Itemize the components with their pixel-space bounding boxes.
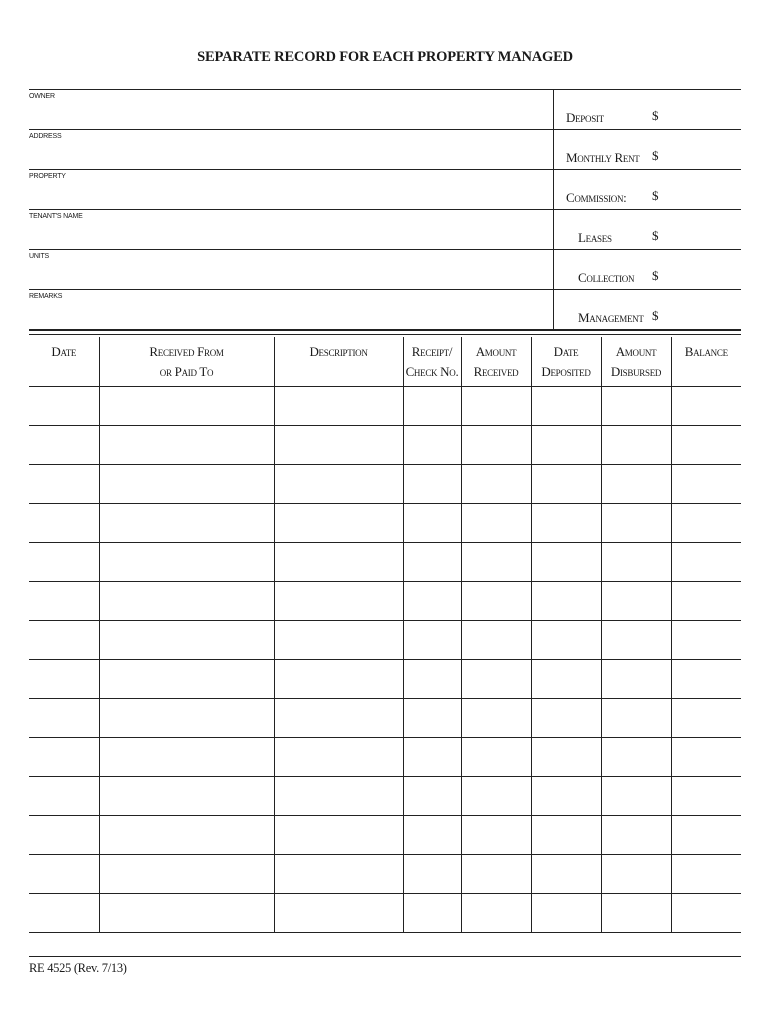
table-cell[interactable] [274, 542, 403, 581]
ledger-header-row [29, 337, 741, 386]
dollar-sign: $ [652, 188, 659, 203]
dollar-sign: $ [652, 268, 659, 283]
table-cell[interactable] [531, 425, 601, 464]
column-header-line: Check No. [405, 364, 459, 379]
info-label: OWNER [29, 93, 55, 100]
table-cell[interactable] [531, 464, 601, 503]
info-divider [553, 89, 554, 330]
form-number: RE 4525 (Rev. 7/13) [29, 961, 127, 975]
table-cell[interactable] [29, 659, 99, 698]
table-cell[interactable] [99, 542, 274, 581]
info-row [29, 210, 741, 250]
table-cell[interactable] [601, 620, 671, 659]
table-row [29, 854, 741, 893]
table-cell[interactable] [274, 503, 403, 542]
table-row [29, 776, 741, 815]
table-cell[interactable] [671, 854, 741, 893]
table-cell[interactable] [274, 581, 403, 620]
table-cell[interactable] [671, 698, 741, 737]
table-cell[interactable] [99, 464, 274, 503]
table-cell[interactable] [671, 425, 741, 464]
table-cell[interactable] [29, 893, 99, 932]
column-header-line: Receipt/ [411, 344, 453, 359]
column-header [461, 337, 531, 386]
fee-label: Leases [578, 230, 612, 245]
fee-label: Deposit [566, 110, 604, 125]
table-cell[interactable] [274, 620, 403, 659]
table-cell[interactable] [601, 893, 671, 932]
table-cell[interactable] [601, 581, 671, 620]
table-cell[interactable] [99, 503, 274, 542]
table-cell[interactable] [531, 737, 601, 776]
table-cell[interactable] [671, 464, 741, 503]
column-header [601, 337, 671, 386]
table-cell[interactable] [461, 425, 531, 464]
table-cell[interactable] [403, 620, 461, 659]
table-cell[interactable] [671, 659, 741, 698]
fee-label: Management [578, 310, 644, 325]
table-cell[interactable] [29, 503, 99, 542]
double-rule [29, 330, 741, 335]
fee-amount-field[interactable] [664, 184, 739, 206]
table-cell[interactable] [29, 776, 99, 815]
table-cell[interactable] [99, 698, 274, 737]
page-title: SEPARATE RECORD FOR EACH PROPERTY MANAGED [197, 49, 573, 65]
table-cell[interactable] [403, 815, 461, 854]
table-cell[interactable] [461, 776, 531, 815]
table-cell[interactable] [29, 698, 99, 737]
info-label: TENANT'S NAME [29, 213, 83, 220]
table-cell[interactable] [601, 503, 671, 542]
table-cell[interactable] [403, 581, 461, 620]
table-cell[interactable] [403, 542, 461, 581]
table-cell[interactable] [274, 464, 403, 503]
column-header-line: Deposited [541, 364, 591, 379]
table-cell[interactable] [601, 698, 671, 737]
table-cell[interactable] [671, 737, 741, 776]
fee-label: Collection [578, 270, 635, 285]
table-cell[interactable] [461, 698, 531, 737]
table-cell[interactable] [403, 854, 461, 893]
info-label: ADDRESS [29, 133, 62, 140]
column-header-line: Received [473, 364, 519, 379]
table-row [29, 737, 741, 776]
table-cell[interactable] [461, 854, 531, 893]
table-cell[interactable] [99, 386, 274, 425]
table-cell[interactable] [29, 425, 99, 464]
dollar-sign: $ [652, 108, 659, 123]
table-cell[interactable] [99, 854, 274, 893]
table-cell[interactable] [461, 503, 531, 542]
column-header-line: Disbursed [610, 364, 662, 379]
ledger-table [29, 337, 741, 933]
fee-label: Monthly Rent [566, 150, 640, 165]
table-cell[interactable] [671, 581, 741, 620]
table-cell[interactable] [274, 815, 403, 854]
table-row [29, 503, 741, 542]
table-cell[interactable] [29, 464, 99, 503]
table-cell[interactable] [99, 893, 274, 932]
column-header-line: Description [309, 344, 368, 359]
table-cell[interactable] [531, 698, 601, 737]
column-header-line: Date [51, 344, 77, 359]
table-row [29, 893, 741, 932]
table-cell[interactable] [601, 659, 671, 698]
info-field-remarks[interactable] [29, 302, 549, 328]
info-row [29, 290, 741, 330]
table-cell[interactable] [531, 776, 601, 815]
table-cell[interactable] [274, 893, 403, 932]
table-cell[interactable] [99, 659, 274, 698]
column-header-line: Amount [615, 344, 657, 359]
table-row [29, 542, 741, 581]
table-cell[interactable] [601, 854, 671, 893]
table-cell[interactable] [671, 620, 741, 659]
table-cell[interactable] [99, 737, 274, 776]
info-row [29, 130, 741, 170]
bottom-rule [29, 956, 741, 957]
table-cell[interactable] [531, 620, 601, 659]
table-cell[interactable] [274, 737, 403, 776]
table-cell[interactable] [29, 737, 99, 776]
fee-amount-field[interactable] [664, 224, 739, 246]
info-label: PROPERTY [29, 173, 66, 180]
dollar-sign: $ [652, 228, 659, 243]
table-cell[interactable] [601, 815, 671, 854]
column-header-line: Received From [149, 344, 224, 359]
table-cell[interactable] [274, 659, 403, 698]
table-cell[interactable] [531, 659, 601, 698]
table-cell[interactable] [461, 386, 531, 425]
column-header [29, 337, 99, 386]
table-cell[interactable] [671, 503, 741, 542]
table-cell[interactable] [274, 425, 403, 464]
table-cell[interactable] [403, 893, 461, 932]
info-label: UNITS [29, 253, 50, 260]
table-cell[interactable] [531, 581, 601, 620]
info-row [29, 170, 741, 210]
table-cell[interactable] [601, 425, 671, 464]
table-cell[interactable] [29, 815, 99, 854]
fee-amount-field[interactable] [664, 304, 739, 326]
table-cell[interactable] [274, 776, 403, 815]
table-cell[interactable] [531, 386, 601, 425]
table-cell[interactable] [671, 776, 741, 815]
info-row [29, 250, 741, 290]
table-row [29, 464, 741, 503]
column-header [531, 337, 601, 386]
column-header-line: Balance [684, 344, 728, 359]
column-header-line: or Paid To [159, 364, 214, 379]
table-cell[interactable] [29, 620, 99, 659]
column-header [99, 337, 274, 386]
table-cell[interactable] [601, 737, 671, 776]
table-cell[interactable] [403, 503, 461, 542]
table-cell[interactable] [531, 893, 601, 932]
table-cell[interactable] [274, 698, 403, 737]
table-cell[interactable] [403, 464, 461, 503]
table-cell[interactable] [274, 386, 403, 425]
table-cell[interactable] [461, 815, 531, 854]
fee-amount-field[interactable] [664, 104, 739, 126]
table-cell[interactable] [403, 698, 461, 737]
table-cell[interactable] [403, 659, 461, 698]
table-cell[interactable] [29, 854, 99, 893]
table-cell[interactable] [403, 425, 461, 464]
column-header [671, 337, 741, 386]
table-cell[interactable] [531, 854, 601, 893]
table-cell[interactable] [671, 815, 741, 854]
table-cell[interactable] [99, 776, 274, 815]
table-row [29, 698, 741, 737]
table-row [29, 425, 741, 464]
table-row [29, 620, 741, 659]
column-header [274, 337, 403, 386]
table-cell[interactable] [99, 815, 274, 854]
table-cell[interactable] [29, 386, 99, 425]
table-cell[interactable] [461, 581, 531, 620]
table-row [29, 581, 741, 620]
table-cell[interactable] [274, 854, 403, 893]
table-cell[interactable] [461, 737, 531, 776]
column-header-line: Amount [475, 344, 517, 359]
table-cell[interactable] [671, 386, 741, 425]
table-cell[interactable] [601, 464, 671, 503]
table-cell[interactable] [601, 542, 671, 581]
table-cell[interactable] [99, 620, 274, 659]
table-cell[interactable] [461, 464, 531, 503]
table-cell[interactable] [601, 776, 671, 815]
table-cell[interactable] [403, 737, 461, 776]
table-cell[interactable] [531, 815, 601, 854]
info-field-units[interactable] [29, 262, 549, 288]
dollar-sign: $ [652, 148, 659, 163]
table-cell[interactable] [671, 893, 741, 932]
info-field-property[interactable] [29, 182, 549, 208]
info-field-owner[interactable] [29, 102, 549, 128]
info-field-tenant-s-name[interactable] [29, 222, 549, 248]
info-label: REMARKS [29, 293, 63, 300]
fee-amount-field[interactable] [664, 264, 739, 286]
table-cell[interactable] [403, 386, 461, 425]
table-cell[interactable] [29, 581, 99, 620]
dollar-sign: $ [652, 308, 659, 323]
table-cell[interactable] [29, 542, 99, 581]
table-cell[interactable] [99, 581, 274, 620]
table-row [29, 659, 741, 698]
table-cell[interactable] [461, 659, 531, 698]
table-row [29, 386, 741, 425]
info-row [29, 90, 741, 130]
table-cell[interactable] [403, 776, 461, 815]
table-cell[interactable] [671, 542, 741, 581]
fee-amount-field[interactable] [664, 144, 739, 166]
table-cell[interactable] [461, 620, 531, 659]
table-cell[interactable] [531, 542, 601, 581]
table-row [29, 815, 741, 854]
info-field-address[interactable] [29, 142, 549, 168]
table-cell[interactable] [531, 503, 601, 542]
table-cell[interactable] [461, 542, 531, 581]
table-cell[interactable] [99, 425, 274, 464]
column-header-line: Date [553, 344, 579, 359]
table-cell[interactable] [461, 893, 531, 932]
column-header [403, 337, 461, 386]
fee-label: Commission: [566, 190, 627, 205]
table-cell[interactable] [601, 386, 671, 425]
